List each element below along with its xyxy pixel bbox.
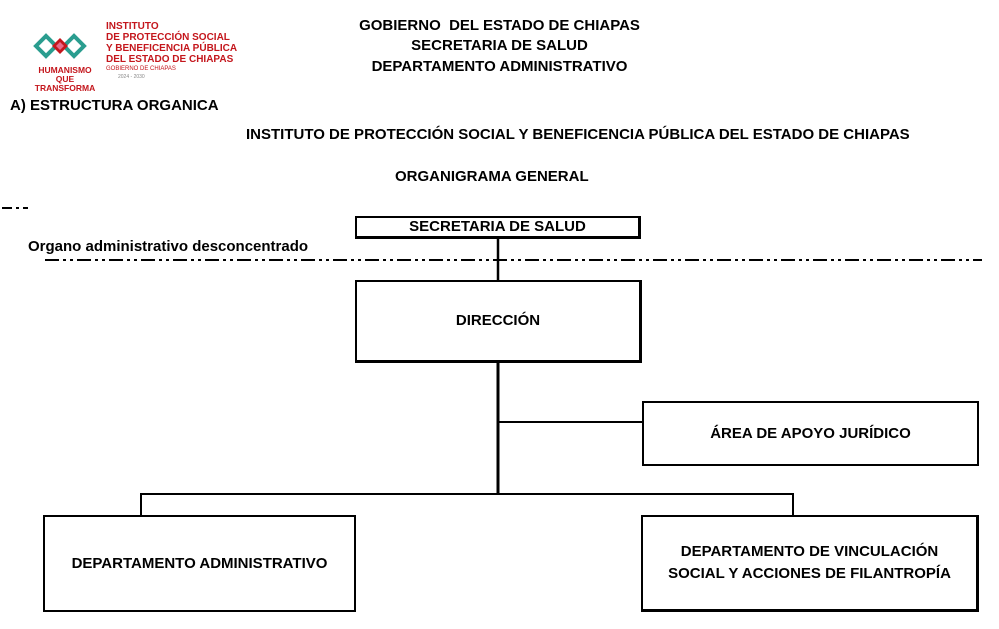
node-secretaria-label: SECRETARIA DE SALUD <box>409 218 586 235</box>
chart-title: ORGANIGRAMA GENERAL <box>395 168 589 185</box>
node-vinculacion <box>641 515 979 612</box>
logo-years: 2024 - 2030 <box>118 74 145 80</box>
node-vinculacion-label-2: SOCIAL Y ACCIONES DE FILANTROPÍA <box>668 565 951 582</box>
header-line-1: GOBIERNO DEL ESTADO DE CHIAPAS <box>359 17 640 34</box>
node-vinculacion-label-1: DEPARTAMENTO DE VINCULACIÓN <box>680 543 939 560</box>
node-secretaria <box>355 216 641 239</box>
node-administrativo-label: DEPARTAMENTO ADMINISTRATIVO <box>71 554 328 572</box>
logo-text-line: DE PROTECCIÓN SOCIAL <box>106 32 230 43</box>
divider-label: Organo administrativo desconcentrado <box>28 238 309 255</box>
header-line-2: SECRETARIA DE SALUD <box>411 37 588 54</box>
node-direccion <box>355 280 642 363</box>
section-title: A) ESTRUCTURA ORGANICA <box>10 97 219 114</box>
node-administrativo <box>43 515 356 612</box>
logo-slogan-line: TRANSFORMA <box>34 83 96 93</box>
logo-text-line: Y BENEFICENCIA PÚBLICA <box>106 43 238 54</box>
node-juridico-label: ÁREA DE APOYO JURÍDICO <box>710 424 911 442</box>
node-juridico <box>642 401 979 466</box>
logo-text-line: DEL ESTADO DE CHIAPAS <box>106 54 234 65</box>
logo-text-line: INSTITUTO <box>106 21 159 32</box>
node-direccion-label: DIRECCIÓN <box>455 312 541 329</box>
logo-slogan-line: HUMANISMO QUE <box>38 65 92 84</box>
institute-title: INSTITUTO DE PROTECCIÓN SOCIAL Y BENEFICENCIA PÚBLICA DEL ESTADO DE CHIAPAS <box>246 126 910 143</box>
header-line-3: DEPARTAMENTO ADMINISTRATIVO <box>371 58 628 75</box>
logo-government: GOBIERNO DE CHIAPAS <box>106 66 176 72</box>
